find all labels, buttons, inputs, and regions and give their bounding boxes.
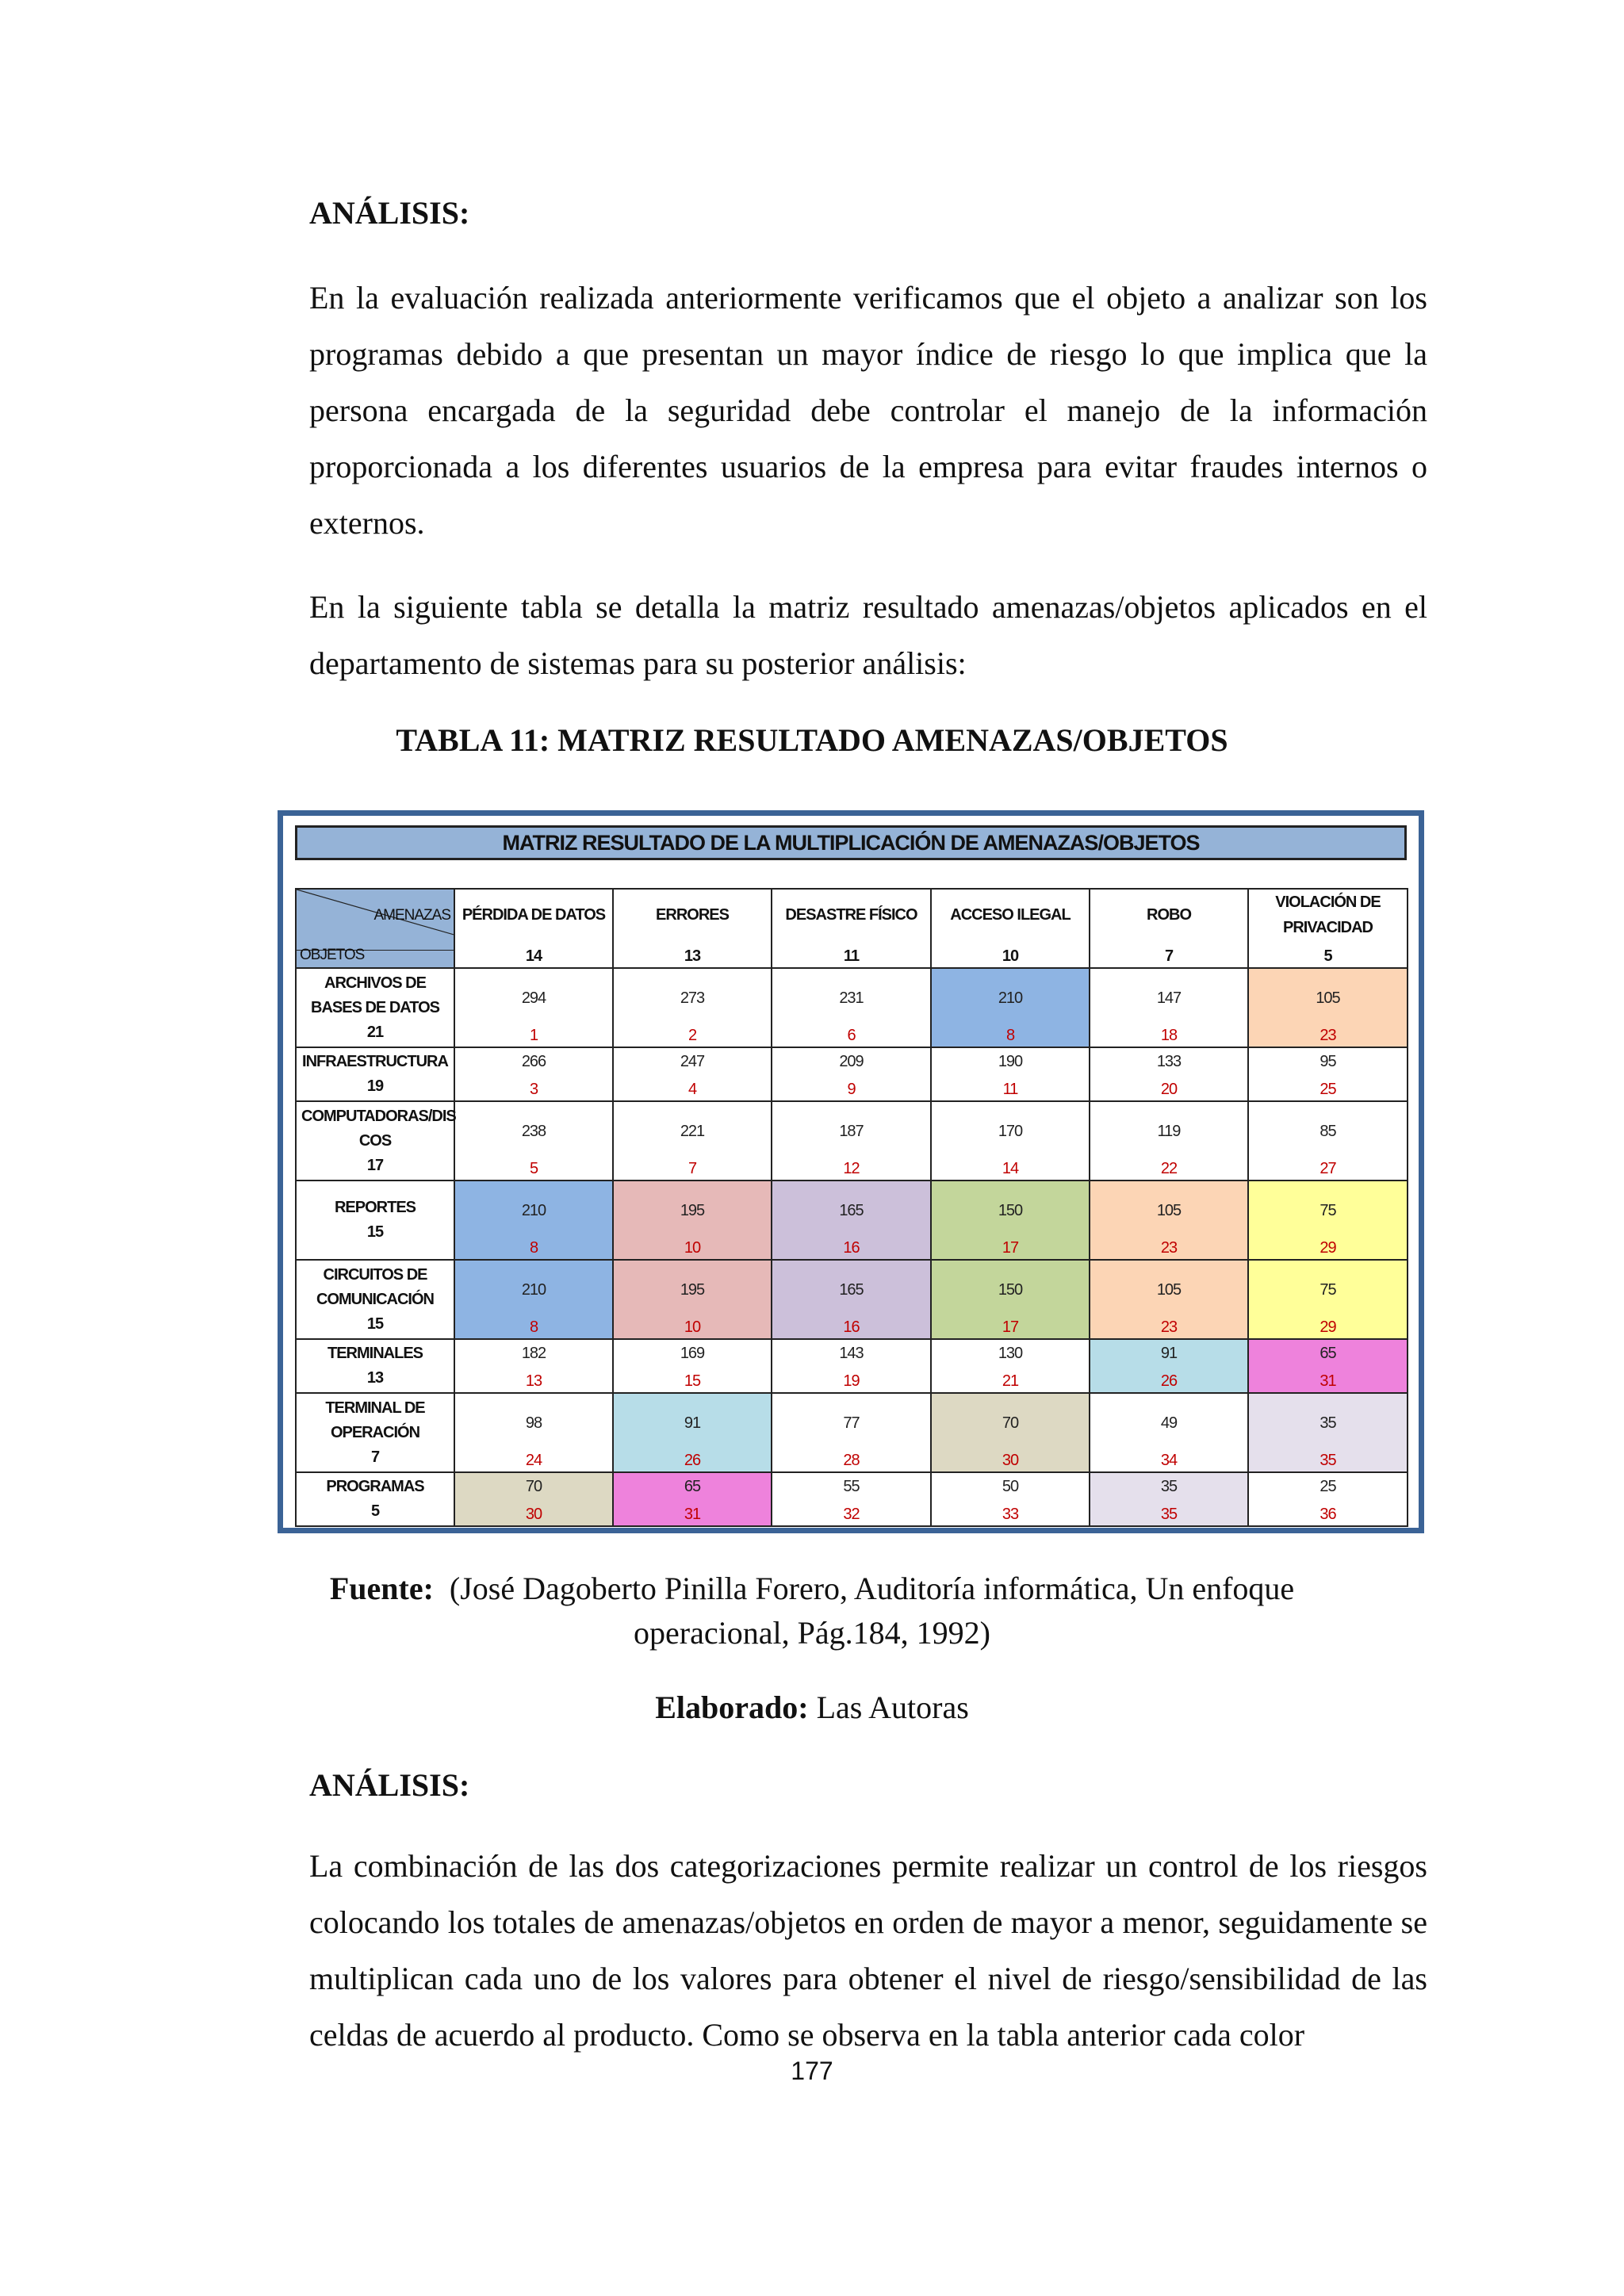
matrix-row (296, 1047, 1408, 1101)
matrix-row (296, 1339, 1408, 1393)
cell-product: 77 (843, 1414, 860, 1432)
cell-product: 165 (839, 1281, 864, 1299)
cell-product: 105 (1316, 989, 1340, 1007)
cell-rank: 30 (1002, 1452, 1019, 1469)
source-line-2: operacional, Pág.184, 1992) (634, 1615, 990, 1651)
analysis-heading-2: ANÁLISIS: (309, 1767, 470, 1803)
cell-product: 169 (680, 1345, 705, 1362)
matrix-cell (772, 1047, 931, 1101)
cell-product: 195 (680, 1281, 705, 1299)
row-header (296, 1472, 454, 1526)
row-header-value: 15 (366, 1314, 384, 1333)
matrix-cell (1090, 1101, 1248, 1181)
matrix-row (296, 968, 1408, 1047)
matrix-cell (931, 1393, 1090, 1472)
matrix-cell (454, 1047, 613, 1101)
cell-product: 221 (680, 1123, 705, 1140)
matrix-cell (1090, 1047, 1248, 1101)
cell-product: 266 (521, 1053, 546, 1070)
authorship-line (0, 1689, 1624, 1726)
cell-rank: 1 (529, 1027, 538, 1044)
row-header-name: REPORTES (334, 1199, 416, 1216)
column-header-name: PÉRDIDA DE DATOS (462, 906, 606, 924)
page-number: 177 (791, 2057, 833, 2085)
cell-product: 231 (839, 989, 864, 1007)
matrix-cell (772, 1472, 931, 1526)
column-header-name: ROBO (1147, 906, 1191, 924)
source-label: Fuente: (329, 1571, 434, 1606)
cell-rank: 8 (1005, 1027, 1015, 1044)
table-intro-paragraph: En la siguiente tabla se detalla la matriz resultado amenazas/objetos aplicados en el departamento de sistemas para su posterior análisis: (309, 589, 1427, 681)
matrix-title: MATRIZ RESULTADO DE LA MULTIPLICACIÓN DE AMENAZAS/OBJETOS (295, 825, 1407, 860)
cell-product: 119 (1157, 1123, 1181, 1140)
matrix-cell (613, 968, 772, 1047)
cell-rank: 17 (1002, 1318, 1019, 1336)
cell-product: 210 (998, 989, 1023, 1007)
cell-rank: 4 (688, 1081, 697, 1098)
analysis-heading: ANÁLISIS: (309, 195, 470, 231)
matrix-cell (1090, 968, 1248, 1047)
row-header (296, 1339, 454, 1393)
intro-paragraph: En la evaluación realizada anteriormente verificamos que el objeto a analizar son los programas debido a que presentan un mayor índice de riesgo lo que implica que la persona encargada de la seguridad debe controlar el manejo de la información proporcionada a los diferentes usuarios de la empresa para evitar fraudes internos o externos. (309, 280, 1427, 541)
corner-objects-label: OBJETOS (300, 947, 365, 963)
matrix-cell (931, 1047, 1090, 1101)
matrix-cell (1090, 1339, 1248, 1393)
cell-product: 91 (1160, 1345, 1178, 1362)
cell-rank: 10 (684, 1239, 701, 1257)
matrix-header-row (296, 889, 1408, 968)
matrix-cell (454, 968, 613, 1047)
cell-product: 170 (998, 1123, 1023, 1140)
cell-rank: 31 (1320, 1372, 1336, 1390)
cell-rank: 23 (1160, 1318, 1178, 1336)
matrix-cell (931, 968, 1090, 1047)
row-header-name: TERMINAL DE OPERACIÓN (325, 1399, 425, 1441)
cell-product: 182 (521, 1345, 546, 1362)
cell-product: 133 (1156, 1053, 1182, 1070)
row-header-name: TERMINALES (327, 1345, 423, 1362)
cell-product: 105 (1156, 1202, 1182, 1219)
cell-product: 147 (1156, 989, 1182, 1007)
cell-rank: 33 (1002, 1506, 1019, 1523)
column-header (772, 889, 931, 968)
matrix-cell (931, 1181, 1090, 1260)
cell-rank: 27 (1320, 1160, 1336, 1177)
cell-rank: 29 (1320, 1239, 1336, 1257)
cell-product: 130 (998, 1345, 1023, 1362)
row-header-value: 15 (366, 1223, 384, 1241)
cell-product: 105 (1156, 1281, 1182, 1299)
matrix-cell (772, 1101, 931, 1181)
cell-product: 190 (998, 1053, 1023, 1070)
cell-rank: 10 (684, 1318, 701, 1336)
cell-rank: 6 (847, 1027, 856, 1044)
column-header-value: 11 (843, 947, 860, 965)
matrix-cell (613, 1101, 772, 1181)
cell-product: 294 (521, 989, 546, 1007)
cell-product: 50 (1002, 1478, 1019, 1495)
matrix-cell (931, 1260, 1090, 1339)
column-header-value: 10 (1002, 947, 1019, 965)
row-header-name: PROGRAMAS (326, 1478, 424, 1495)
column-header-value: 5 (1323, 947, 1332, 965)
matrix-cell (772, 1339, 931, 1393)
matrix-corner (296, 889, 454, 968)
cell-rank: 15 (684, 1372, 701, 1390)
matrix-cell (1248, 1339, 1408, 1393)
column-header-value: 14 (525, 947, 542, 965)
cell-rank: 5 (529, 1160, 538, 1177)
matrix-row (296, 1101, 1408, 1181)
cell-rank: 25 (1320, 1081, 1336, 1098)
cell-rank: 14 (1002, 1160, 1019, 1177)
cell-product: 85 (1320, 1123, 1336, 1140)
column-header (1248, 889, 1408, 968)
matrix-cell (454, 1339, 613, 1393)
row-header-value: 13 (366, 1369, 384, 1387)
cell-rank: 31 (684, 1506, 701, 1523)
matrix-cell (1248, 1101, 1408, 1181)
cell-product: 187 (839, 1123, 864, 1140)
column-header-name: VIOLACIÓN DE PRIVACIDAD (1275, 894, 1381, 936)
column-header-name: DESASTRE FÍSICO (785, 906, 917, 924)
matrix-cell (931, 1472, 1090, 1526)
cell-rank: 17 (1002, 1239, 1019, 1257)
matrix-cell (1248, 1393, 1408, 1472)
cell-product: 238 (521, 1123, 546, 1140)
column-header (454, 889, 613, 968)
matrix-cell (454, 1393, 613, 1472)
matrix-cell (772, 968, 931, 1047)
row-header-name: INFRAESTRUCTURA (302, 1053, 448, 1070)
matrix-cell (613, 1472, 772, 1526)
matrix-cell (613, 1393, 772, 1472)
matrix-cell (1248, 1181, 1408, 1260)
cell-product: 150 (998, 1281, 1023, 1299)
matrix-row (296, 1472, 1408, 1526)
cell-product: 95 (1320, 1053, 1336, 1070)
matrix-row (296, 1393, 1408, 1472)
cell-product: 195 (680, 1202, 705, 1219)
corner-threats-label: AMENAZAS (373, 907, 450, 924)
row-header (296, 1047, 454, 1101)
cell-product: 210 (521, 1202, 546, 1219)
row-header (296, 1181, 454, 1260)
cell-product: 35 (1160, 1478, 1178, 1495)
matrix-cell (1090, 1393, 1248, 1472)
matrix-cell (772, 1260, 931, 1339)
cell-rank: 16 (843, 1318, 860, 1336)
matrix-cell (1248, 1260, 1408, 1339)
matrix-cell (1248, 1047, 1408, 1101)
matrix-cell (772, 1393, 931, 1472)
cell-product: 75 (1320, 1202, 1336, 1219)
matrix-table (295, 888, 1408, 1527)
matrix-cell (772, 1181, 931, 1260)
cell-product: 98 (525, 1414, 542, 1432)
cell-rank: 2 (688, 1027, 697, 1044)
cell-rank: 12 (843, 1160, 860, 1177)
matrix-cell (1248, 1472, 1408, 1526)
row-header (296, 1260, 454, 1339)
made-label: Elaborado: (655, 1689, 809, 1725)
cell-product: 247 (680, 1053, 705, 1070)
cell-rank: 8 (529, 1239, 538, 1257)
matrix-cell (454, 1260, 613, 1339)
matrix-cell (931, 1101, 1090, 1181)
cell-product: 143 (839, 1345, 864, 1362)
column-header-value: 13 (684, 947, 701, 965)
cell-product: 65 (1320, 1345, 1336, 1362)
cell-rank: 3 (529, 1081, 538, 1098)
column-header (1090, 889, 1248, 968)
column-header (931, 889, 1090, 968)
matrix-cell (1248, 968, 1408, 1047)
matrix-cell (931, 1339, 1090, 1393)
row-header-name: CIRCUITOS DE COMUNICACIÓN (316, 1265, 434, 1308)
cell-rank: 28 (843, 1452, 860, 1469)
matrix-row (296, 1260, 1408, 1339)
cell-rank: 36 (1320, 1506, 1336, 1523)
cell-rank: 9 (847, 1081, 856, 1098)
matrix-cell (1090, 1472, 1248, 1526)
cell-product: 70 (525, 1478, 542, 1495)
cell-rank: 20 (1160, 1081, 1178, 1098)
cell-product: 35 (1320, 1414, 1336, 1432)
cell-product: 165 (839, 1202, 864, 1219)
cell-rank: 24 (525, 1452, 542, 1469)
cell-rank: 7 (688, 1160, 697, 1177)
matrix-cell (613, 1047, 772, 1101)
matrix-cell (1090, 1260, 1248, 1339)
cell-rank: 32 (843, 1506, 860, 1523)
risk-matrix (278, 810, 1424, 1533)
cell-rank: 34 (1160, 1452, 1178, 1469)
cell-product: 91 (684, 1414, 701, 1432)
cell-product: 75 (1320, 1281, 1336, 1299)
cell-rank: 8 (529, 1318, 538, 1336)
row-header-name: ARCHIVOS DE BASES DE DATOS (311, 974, 439, 1016)
row-header-value: 17 (366, 1156, 384, 1174)
matrix-cell (613, 1339, 772, 1393)
row-header (296, 968, 454, 1047)
cell-rank: 35 (1320, 1452, 1336, 1469)
cell-rank: 22 (1160, 1160, 1178, 1177)
row-header-value: 5 (370, 1502, 380, 1520)
matrix-cell (454, 1101, 613, 1181)
cell-rank: 23 (1160, 1239, 1178, 1257)
row-header-value: 7 (370, 1448, 380, 1466)
row-header (296, 1393, 454, 1472)
matrix-cell (1090, 1181, 1248, 1260)
cell-rank: 29 (1320, 1318, 1336, 1336)
cell-product: 210 (521, 1281, 546, 1299)
cell-product: 25 (1320, 1478, 1336, 1495)
matrix-cell (454, 1472, 613, 1526)
column-header (613, 889, 772, 968)
cell-product: 70 (1002, 1414, 1019, 1432)
row-header-value: 19 (366, 1077, 384, 1095)
cell-rank: 16 (843, 1239, 860, 1257)
source-citation (0, 1567, 1624, 1655)
row-header-name: COMPUTADORAS/DIS COS (301, 1107, 456, 1150)
cell-rank: 19 (843, 1372, 860, 1390)
analysis-paragraph: La combinación de las dos categorizaciones permite realizar un control de los riesgos colocando los totales de amenazas/objetos en orden de mayor a menor, seguidamente se multiplican cada uno de los valores para obtener el nivel de riesgo/sensibilidad de las celdas de acuerdo al producto. Como se observa en la tabla anterior cada color (309, 1848, 1427, 2053)
row-header-value: 21 (366, 1023, 384, 1041)
cell-product: 65 (684, 1478, 701, 1495)
cell-rank: 11 (1002, 1081, 1018, 1098)
cell-product: 150 (998, 1202, 1023, 1219)
cell-rank: 26 (684, 1452, 701, 1469)
matrix-cell (613, 1260, 772, 1339)
column-header-name: ACCESO ILEGAL (950, 906, 1071, 924)
cell-rank: 21 (1002, 1372, 1019, 1390)
matrix-cell (613, 1181, 772, 1260)
column-header-value: 7 (1164, 947, 1174, 965)
cell-rank: 26 (1160, 1372, 1178, 1390)
table-title: TABLA 11: MATRIZ RESULTADO AMENAZAS/OBJETOS (396, 722, 1228, 758)
cell-rank: 35 (1160, 1506, 1178, 1523)
made-value: Las Autoras (816, 1689, 969, 1725)
column-header-name: ERRORES (656, 906, 729, 924)
cell-product: 273 (680, 989, 705, 1007)
cell-rank: 13 (525, 1372, 542, 1390)
cell-product: 209 (839, 1053, 864, 1070)
cell-rank: 23 (1320, 1027, 1336, 1044)
cell-product: 49 (1160, 1414, 1178, 1432)
matrix-cell (454, 1181, 613, 1260)
cell-product: 55 (843, 1478, 860, 1495)
cell-rank: 30 (525, 1506, 542, 1523)
source-line-1: (José Dagoberto Pinilla Forero, Auditoría informática, Un enfoque (449, 1571, 1295, 1606)
cell-rank: 18 (1160, 1027, 1178, 1044)
row-header (296, 1101, 454, 1181)
matrix-row (296, 1181, 1408, 1260)
